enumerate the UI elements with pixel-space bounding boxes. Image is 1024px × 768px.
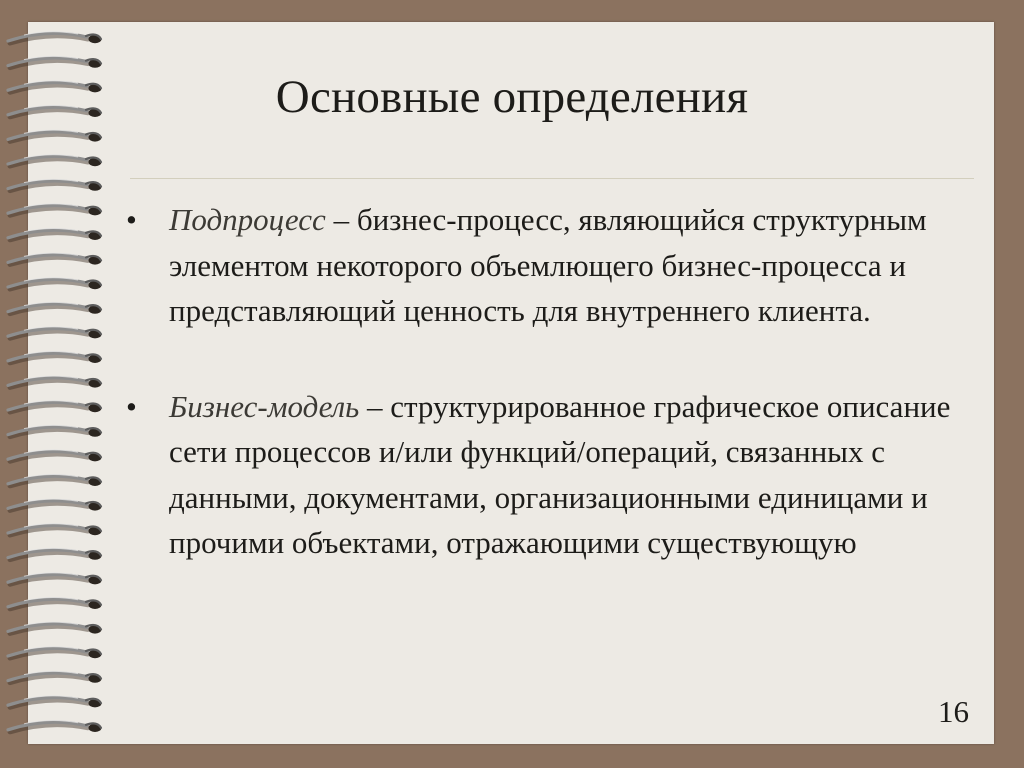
definition-business-model xyxy=(124,384,984,566)
term-label: Бизнес-модель xyxy=(169,388,360,424)
bullet-icon: • xyxy=(126,388,137,424)
bullet-icon: • xyxy=(126,202,137,237)
title-divider xyxy=(130,178,974,179)
definition-text: бизнес-процесс, являющийся структурным элементом некоторого объемлющего бизнес-процесса и представляющий ценность для внутреннего клиента. xyxy=(169,202,927,328)
term-separator: – xyxy=(325,202,357,237)
slide-title: Основные определения xyxy=(275,71,749,123)
definition-list xyxy=(124,197,984,566)
definition-text: структурированное графическое описание сети процессов и/или функций/операций, связанных с данными, документами, организационными единицами и прочими объектами, отражающими существующую xyxy=(169,388,951,560)
definition-subprocess xyxy=(124,197,984,334)
term-label: Подпроцесс xyxy=(169,202,326,237)
term-separator: – xyxy=(359,388,391,424)
page-number: 16 xyxy=(938,694,969,729)
